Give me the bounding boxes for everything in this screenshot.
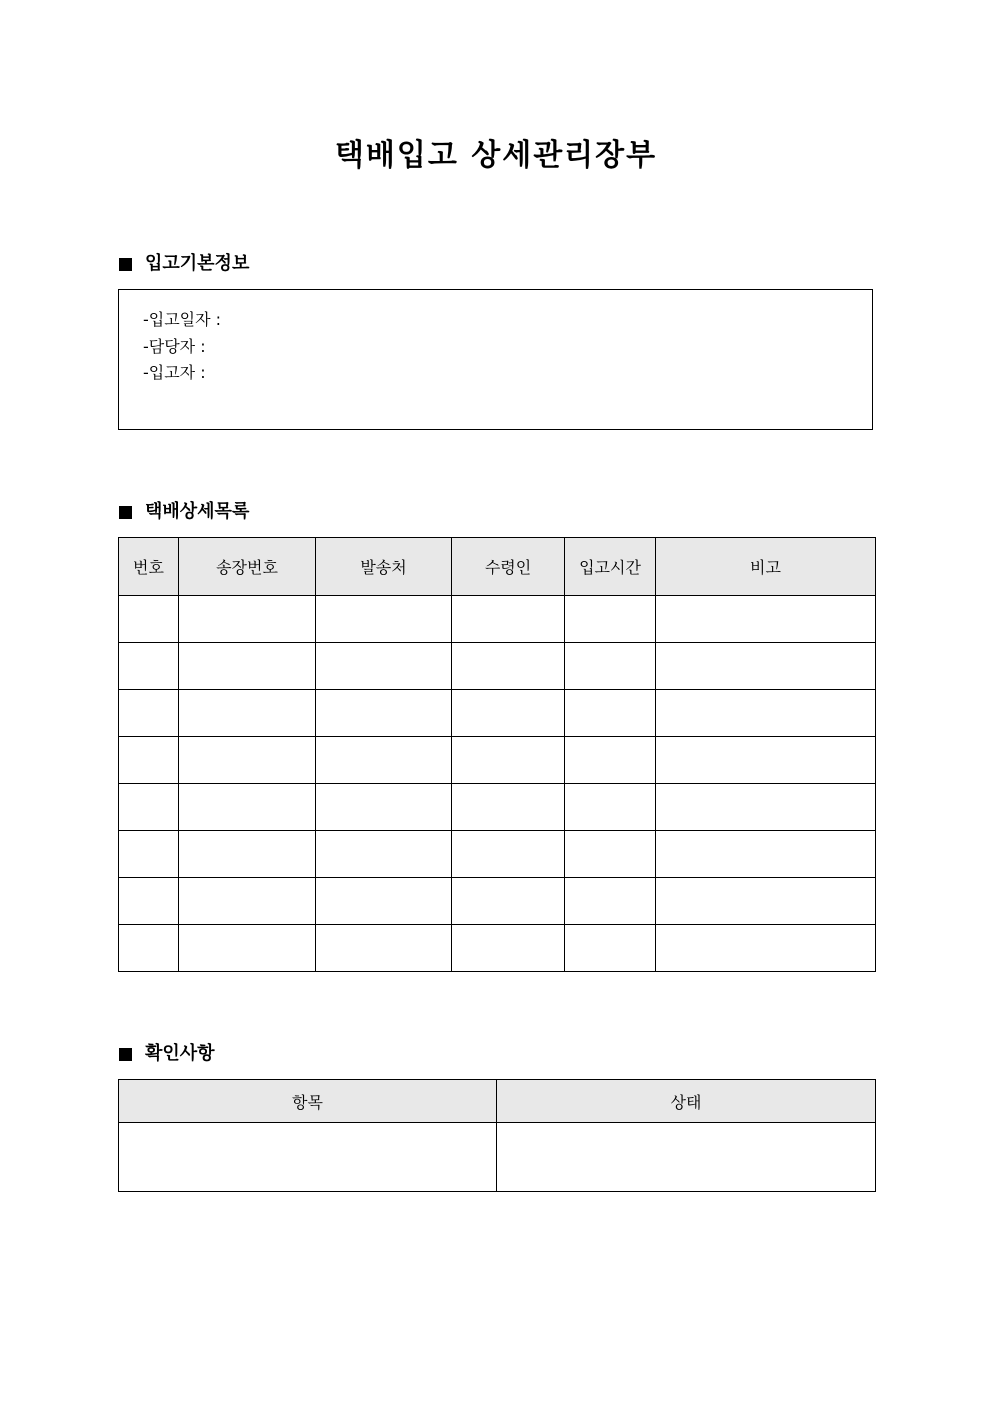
table-cell[interactable] [656,831,876,878]
section-heading-basic-info [119,251,249,277]
section-heading-label: 입고기본정보 [145,253,250,274]
table-row [119,831,876,878]
detail-list-table [118,537,876,972]
table-cell[interactable] [119,1123,497,1192]
table-cell[interactable] [316,878,452,925]
table-cell[interactable] [179,643,316,690]
table-row [119,643,876,690]
info-line-manager: -담당자 : [143,336,206,356]
column-header-recipient: 수령인 [452,538,565,596]
table-cell[interactable] [179,690,316,737]
table-cell[interactable] [452,784,565,831]
table-cell[interactable] [452,596,565,643]
square-bullet-icon [119,1048,132,1061]
section-heading-detail-list [119,499,249,525]
basic-info-box [118,289,873,430]
table-cell[interactable] [179,784,316,831]
table-cell[interactable] [119,925,179,972]
table-cell[interactable] [452,831,565,878]
table-cell[interactable] [565,690,656,737]
table-cell[interactable] [316,596,452,643]
column-header-remarks: 비고 [656,538,876,596]
column-header-sender: 발송처 [316,538,452,596]
table-cell[interactable] [179,596,316,643]
table-row [119,784,876,831]
table-cell[interactable] [316,831,452,878]
table-cell[interactable] [565,737,656,784]
table-cell[interactable] [656,784,876,831]
table-cell[interactable] [452,690,565,737]
table-cell[interactable] [316,784,452,831]
table-cell[interactable] [119,690,179,737]
column-header-invoice-number: 송장번호 [179,538,316,596]
table-cell[interactable] [316,643,452,690]
table-cell[interactable] [497,1123,876,1192]
table-cell[interactable] [452,925,565,972]
table-header-row [119,1080,876,1123]
table-row [119,878,876,925]
table-row [119,596,876,643]
table-cell[interactable] [656,643,876,690]
table-cell[interactable] [119,784,179,831]
table-cell[interactable] [656,737,876,784]
table-row [119,925,876,972]
table-cell[interactable] [656,925,876,972]
table-cell[interactable] [179,878,316,925]
table-cell[interactable] [452,643,565,690]
column-header-item: 항목 [119,1080,497,1123]
table-cell[interactable] [179,831,316,878]
table-cell[interactable] [452,878,565,925]
info-line-receipt-date: -입고일자 : [143,310,222,329]
table-cell[interactable] [565,643,656,690]
table-cell[interactable] [316,690,452,737]
table-cell[interactable] [316,737,452,784]
table-cell[interactable] [119,643,179,690]
table-row [119,690,876,737]
info-line-receiver: -입고자 : [143,363,206,382]
section-heading-label: 확인사항 [145,1043,215,1064]
table-row [119,1123,876,1192]
table-row [119,737,876,784]
table-cell[interactable] [565,925,656,972]
table-cell[interactable] [452,737,565,784]
table-cell[interactable] [119,737,179,784]
table-cell[interactable] [119,596,179,643]
column-header-status: 상태 [497,1080,876,1123]
table-cell[interactable] [565,596,656,643]
table-cell[interactable] [656,690,876,737]
table-cell[interactable] [119,878,179,925]
table-cell[interactable] [119,831,179,878]
column-header-receipt-time: 입고시간 [565,538,656,596]
table-cell[interactable] [656,596,876,643]
column-header-number: 번호 [119,538,179,596]
table-cell[interactable] [179,737,316,784]
table-cell[interactable] [316,925,452,972]
table-cell[interactable] [179,925,316,972]
table-header-row [119,538,876,596]
square-bullet-icon [119,258,132,271]
table-cell[interactable] [565,831,656,878]
section-heading-check-items [119,1041,215,1067]
section-heading-label: 택배상세목록 [145,501,250,522]
square-bullet-icon [119,506,132,519]
document-title: 택배입고 상세관리장부 [334,138,658,173]
table-cell[interactable] [565,784,656,831]
table-cell[interactable] [656,878,876,925]
check-items-table [118,1079,876,1192]
table-cell[interactable] [565,878,656,925]
